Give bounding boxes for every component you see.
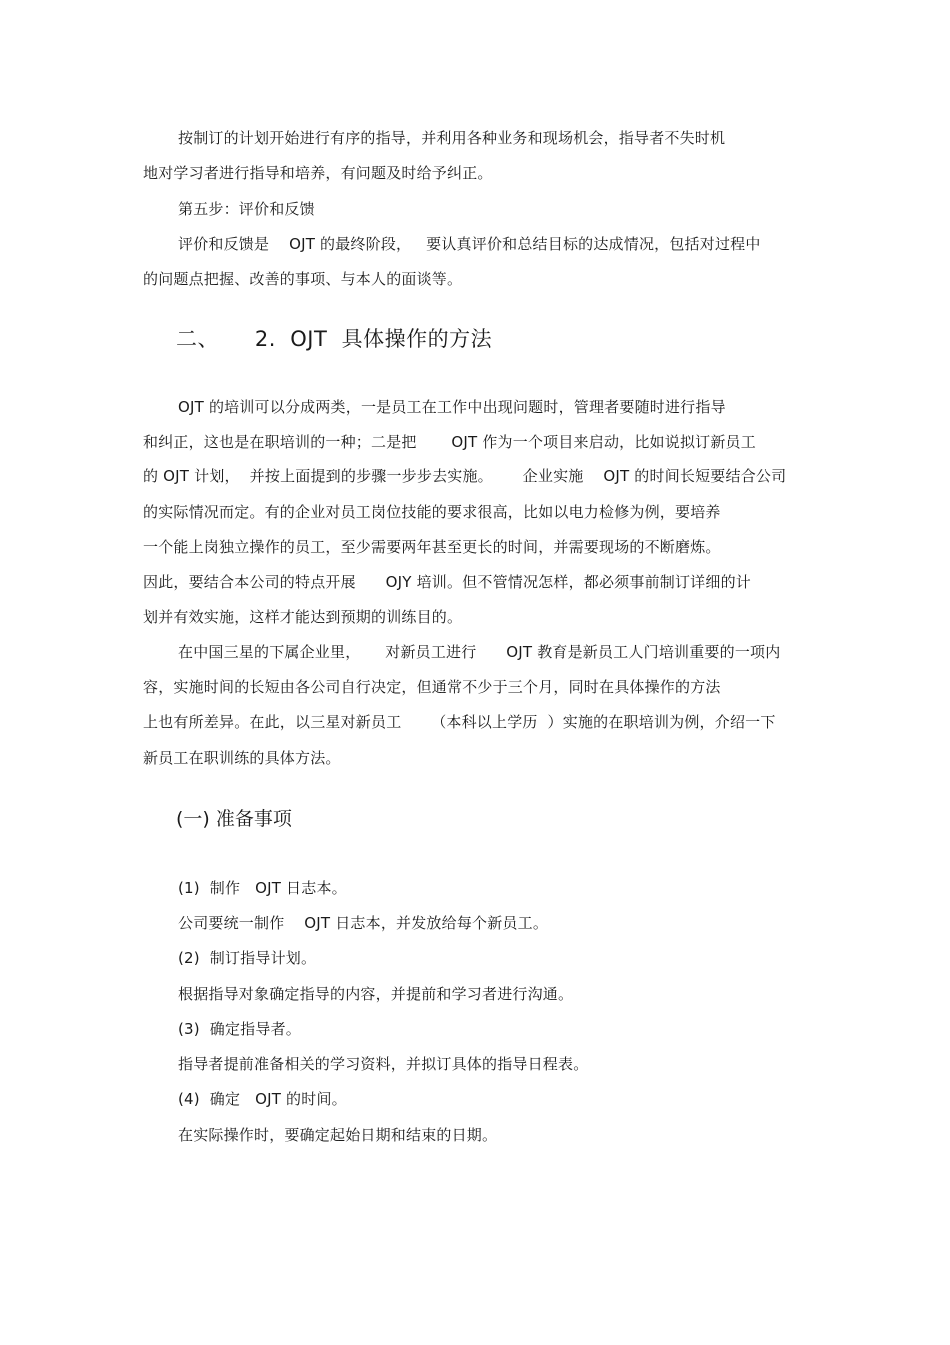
step5-line-1: 评价和反馈是 OJT 的最终阶段， 要认真评价和总结目标的达成情况，包括对过程中	[178, 235, 761, 253]
para1-line: 因此，要结合本公司的特点开展 OJY 培训。但不管情况怎样，都必须事前制订详细的计	[143, 573, 751, 591]
section-heading: 二、 2. OJT 具体操作的方法	[176, 327, 493, 351]
step5-line-2: 的问题点把握、改善的事项、与本人的面谈等。	[143, 270, 463, 288]
prep-heading: (一) 准备事项	[176, 808, 292, 830]
prep-item-desc: 指导者提前准备相关的学习资料，并拟订具体的指导日程表。	[178, 1055, 589, 1073]
para2-line: 新员工在职训练的具体方法。	[143, 749, 341, 767]
para2-line: 上也有所差异。在此，以三星对新员工 （本科以上学历 ）实施的在职培训为例，介绍一下	[143, 713, 776, 731]
para1-line: 的 OJT 计划， 并按上面提到的步骤一步步去实施。 企业实施 OJT 的时间长短要结合公司	[143, 467, 787, 485]
para1-line: 划并有效实施，这样才能达到预期的训练目的。	[143, 608, 463, 626]
para1-line: 和纠正，这也是在职培训的一种；二是把 OJT 作为一个项目来启动，比如说拟订新员工	[143, 433, 756, 451]
prep-item-desc: 公司要统一制作 OJT 日志本，并发放给每个新员工。	[178, 914, 549, 932]
para2-line: 在中国三星的下属企业里， 对新员工进行 OJT 教育是新员工人门培训重要的一项内	[178, 643, 781, 661]
intro-line-1: 按制订的计划开始进行有序的指导，并利用各种业务和现场机会，指导者不失时机	[178, 129, 726, 147]
para1-line: 的实际情况而定。有的企业对员工岗位技能的要求很高，比如以电力检修为例，要培养	[143, 503, 721, 521]
para2-line: 容，实施时间的长短由各公司自行决定，但通常不少于三个月，同时在具体操作的方法	[143, 678, 721, 696]
prep-item-desc: 根据指导对象确定指导的内容，并提前和学习者进行沟通。	[178, 985, 574, 1003]
prep-item-desc: 在实际操作时，要确定起始日期和结束的日期。	[178, 1126, 498, 1144]
prep-item-title: (3) 确定指导者。	[178, 1020, 301, 1038]
prep-item-title: (4) 确定 OJT 的时间。	[178, 1090, 347, 1108]
step5-title: 第五步：评价和反馈	[178, 200, 315, 218]
prep-item-title: (1) 制作 OJT 日志本。	[178, 879, 347, 897]
prep-item-title: (2) 制订指导计划。	[178, 949, 317, 967]
para1-line: 一个能上岗独立操作的员工，至少需要两年甚至更长的时间，并需要现场的不断磨炼。	[143, 538, 721, 556]
para1-line: OJT 的培训可以分成两类，一是员工在工作中出现问题时，管理者要随时进行指导	[178, 398, 726, 416]
intro-line-2: 地对学习者进行指导和培养，有问题及时给予纠正。	[143, 164, 493, 182]
